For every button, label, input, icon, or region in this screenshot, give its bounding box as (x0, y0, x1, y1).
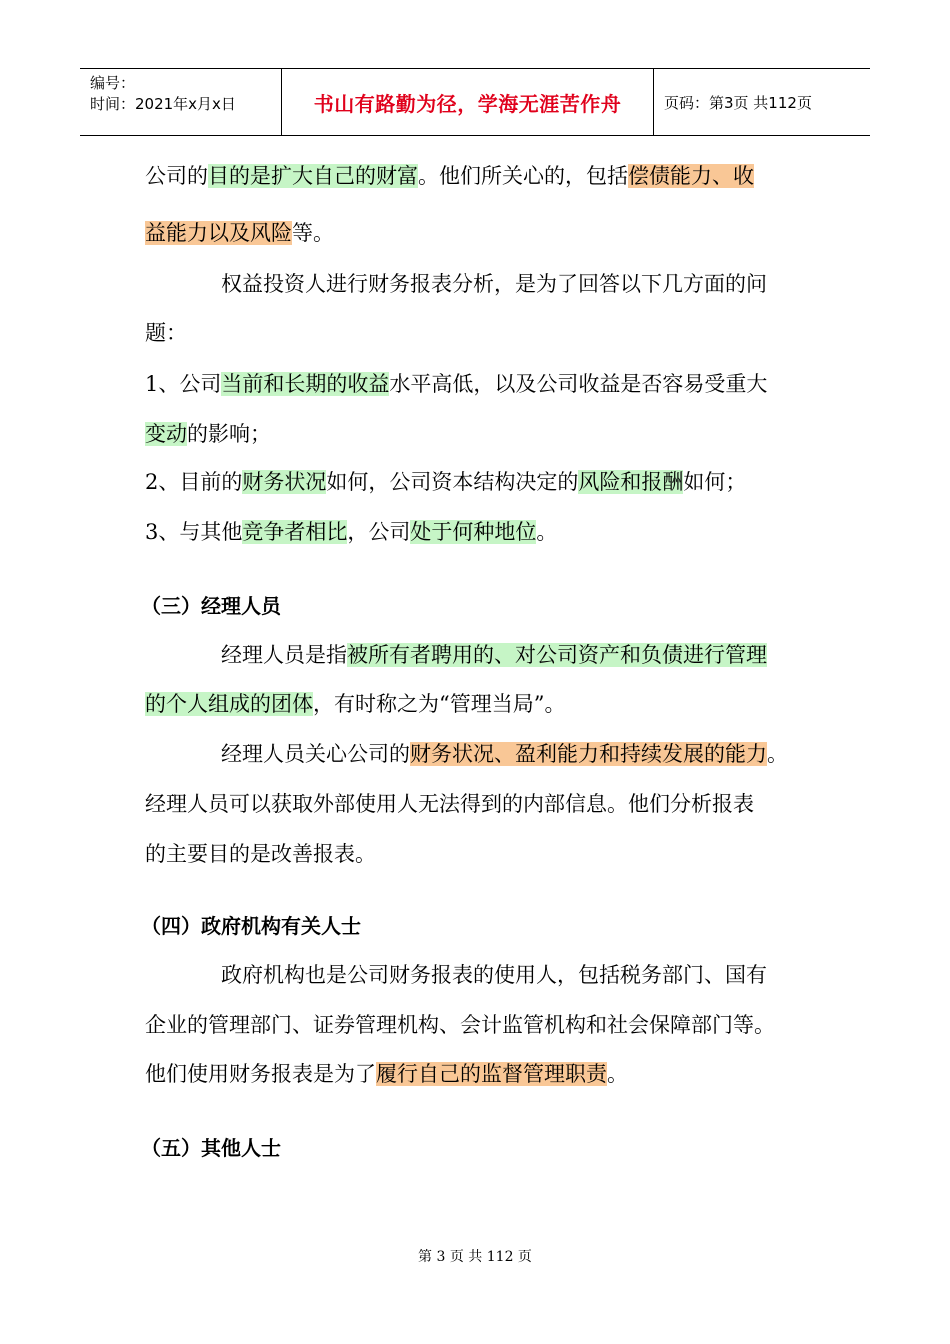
text-run: 。 (767, 742, 788, 766)
text-run: 经理人员关心公司的 (221, 742, 410, 766)
number-label: 编号： (90, 74, 136, 92)
paragraph-line (145, 516, 557, 548)
highlight-green: 竞争者相比 (242, 520, 348, 544)
header-meta (80, 69, 282, 135)
text-run: 3、与其他 (145, 520, 243, 544)
text-run: 。 (607, 1062, 628, 1086)
paragraph-line (145, 688, 565, 720)
paragraph-line (221, 738, 788, 770)
motto-text: 书山有路勤为径，学海无涯苦作舟 (313, 91, 622, 116)
header-motto (282, 69, 654, 135)
section-heading: （四）政府机构有关人士 (141, 914, 361, 938)
section-heading: （五）其他人士 (141, 1136, 281, 1160)
text-run: ，公司 (347, 520, 411, 544)
section-heading: （三）经理人员 (141, 594, 281, 618)
text-run: 公司的 (145, 164, 208, 188)
text-run: 他们使用财务报表是为了 (145, 1062, 376, 1086)
paragraph-line: 权益投资人进行财务报表分析，是为了回答以下几方面的问 (221, 272, 767, 296)
highlight-green: 被所有者聘用的、对公司资产和负债进行管理 (347, 643, 767, 667)
paragraph-line: 经理人员可以获取外部使用人无法得到的内部信息。他们分析报表 (145, 792, 754, 816)
paragraph-line: 的主要目的是改善报表。 (145, 842, 376, 866)
paragraph-line (145, 1058, 628, 1090)
text-run: 1、公司 (145, 372, 222, 396)
paragraph-line (145, 217, 334, 249)
paragraph-line (221, 639, 767, 671)
text-run: 经理人员是指 (221, 643, 347, 667)
highlight-green: 当前和长期的收益 (221, 372, 390, 396)
time-label: 时间：2021年x月x日 (90, 95, 236, 113)
page-label: 页码：第3页 共112页 (664, 93, 812, 112)
paragraph-line (145, 368, 767, 400)
paragraph-line: 题： (145, 321, 187, 345)
text-run: 如何； (683, 470, 747, 494)
highlight-green: 处于何种地位 (410, 520, 537, 544)
highlight-green: 目的是扩大自己的财富 (208, 164, 418, 188)
text-run: 的影响； (187, 422, 271, 446)
paragraph-line (145, 160, 754, 192)
text-run: 2、目前的 (145, 470, 243, 494)
highlight-orange: 财务状况、盈利能力和持续发展的能力 (410, 742, 767, 766)
paragraph-line (145, 466, 746, 498)
paragraph-line (145, 418, 271, 450)
page-footer: 第 3 页 共 112 页 (418, 1249, 532, 1265)
highlight-orange: 履行自己的监督管理职责 (376, 1062, 607, 1086)
page-header (80, 68, 870, 136)
highlight-orange: 偿债能力、收 (628, 164, 754, 188)
text-run: 等。 (292, 221, 334, 245)
text-run: 。 (536, 520, 558, 544)
header-page (654, 69, 870, 135)
text-run: 水平高低，以及公司收益是否容易受重大 (389, 372, 768, 396)
paragraph-line: 企业的管理部门、证券管理机构、会计监管机构和社会保障部门等。 (145, 1013, 775, 1037)
highlight-orange: 益能力以及风险 (145, 221, 292, 245)
highlight-green: 风险和报酬 (578, 470, 684, 494)
highlight-green: 变动 (145, 422, 187, 446)
paragraph-line: 政府机构也是公司财务报表的使用人，包括税务部门、国有 (221, 963, 767, 987)
highlight-green: 的个人组成的团体 (145, 692, 313, 716)
text-run: 。他们所关心的，包括 (418, 164, 628, 188)
text-run: 如何，公司资本结构决定的 (326, 470, 579, 494)
text-run: ，有时称之为“管理当局”。 (313, 692, 566, 716)
highlight-green: 财务状况 (242, 470, 327, 494)
